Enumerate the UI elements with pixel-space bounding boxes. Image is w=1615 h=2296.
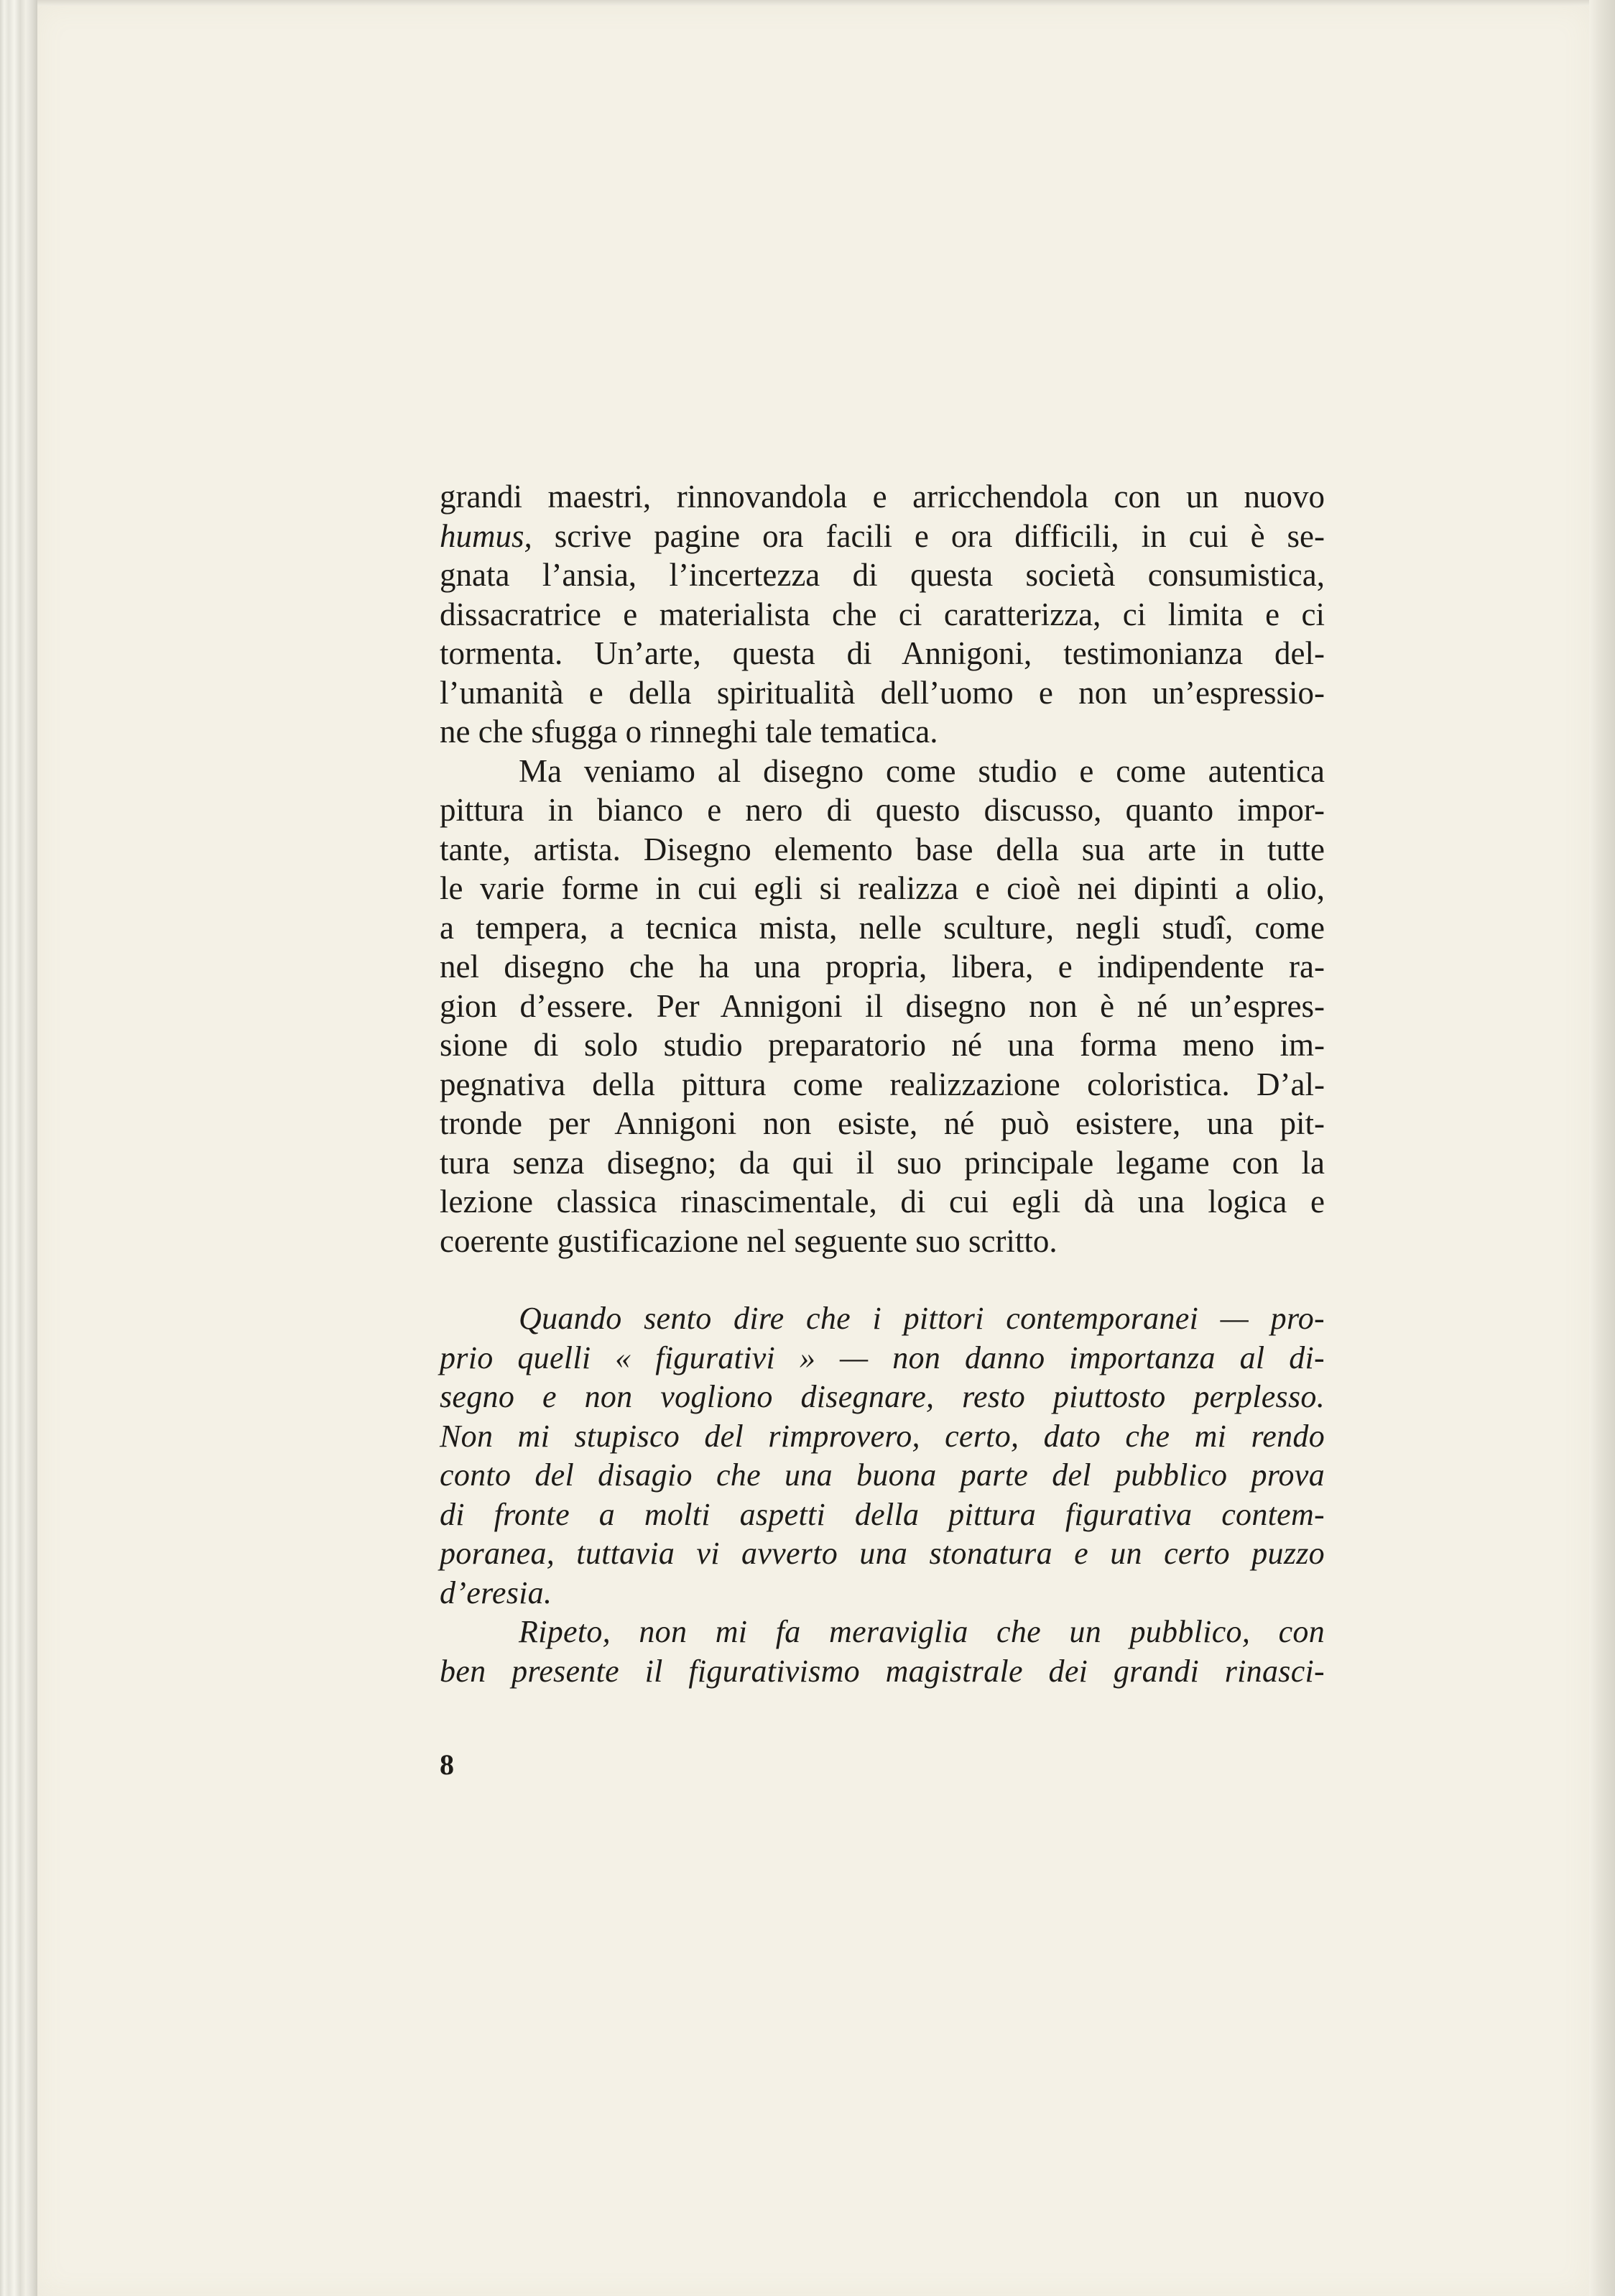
text-line: pittura in bianco e nero di questo discusso, quanto impor-	[440, 792, 1325, 828]
text-line: nel disegno che ha una propria, libera, e indipendente ra-	[440, 949, 1325, 985]
italic-word-humus: humus,	[440, 517, 532, 554]
text-line: grandi maestri, rinnovandola e arricchendola con un nuovo	[440, 479, 1325, 515]
text-line: tronde per Annigoni non esiste, né può esistere, una pit-	[440, 1105, 1325, 1141]
text-line: Quando sento dire che i pittori contemporanei — pro-	[519, 1301, 1325, 1336]
text-line: sione di solo studio preparatorio né una forma meno im-	[440, 1027, 1325, 1063]
text-line: ben presente il figurativismo magistrale dei grandi rinasci-	[440, 1653, 1325, 1689]
stacked-page-edges	[0, 0, 37, 2296]
page-number: 8	[440, 1748, 454, 1781]
text-line: lezione classica rinascimentale, di cui egli dà una logica e	[440, 1184, 1325, 1220]
text-line: d’eresia.	[440, 1575, 552, 1610]
text-line: Ma veniamo al disegno come studio e come autentica	[519, 752, 1325, 789]
text-line: gnata l’ansia, l’incertezza di questa società consumistica,	[440, 557, 1325, 593]
text-line: le varie forme in cui egli si realizza e cioè nei dipinti a olio,	[440, 870, 1325, 906]
page-top-edge	[37, 0, 1615, 6]
text-line: segno e non vogliono disegnare, resto piuttosto perplesso.	[440, 1379, 1325, 1414]
text-line: tura senza disegno; da qui il suo principale legame con la	[440, 1144, 1325, 1181]
text-line: dissacratrice e materialista che ci caratterizza, ci limita e ci	[440, 596, 1325, 632]
text-line: tante, artista. Disegno elemento base della sua arte in tutte	[440, 831, 1325, 867]
quote-paragraph-1	[440, 1299, 1325, 1613]
text-line: Ripeto, non mi fa meraviglia che un pubblico, con	[519, 1614, 1325, 1649]
text-line: di fronte a molti aspetti della pittura figurativa contem-	[440, 1496, 1325, 1532]
page-right-edge	[1589, 0, 1615, 2296]
text-line: tormenta. Un’arte, questa di Annigoni, testimonianza del-	[440, 635, 1325, 671]
paragraph-spacer	[440, 1260, 1325, 1299]
text-line: ne che sfugga o rinneghi tale tematica.	[440, 714, 938, 750]
text-line: Non mi stupisco del rimprovero, certo, dato che mi rendo	[440, 1418, 1325, 1454]
text-line: poranea, tuttavia vi avverto una stonatura e un certo puzzo	[440, 1536, 1325, 1571]
text-line: a tempera, a tecnica mista, nelle sculture, negli studî, come	[440, 909, 1325, 946]
text-line: l’umanità e della spiritualità dell’uomo e non un’espressio-	[440, 674, 1325, 711]
paragraph-2	[440, 752, 1325, 1261]
body-text	[440, 477, 1325, 1691]
text-line: conto del disagio che una buona parte del pubblico prova	[440, 1457, 1325, 1493]
text-line: prio quelli « figurativi » — non danno importanza al di-	[440, 1340, 1325, 1375]
text-line: humus, scrive pagine ora facili e ora difficili, in cui è se-	[440, 517, 1325, 554]
text-line: pegnativa della pittura come realizzazione coloristica. D’al-	[440, 1066, 1325, 1102]
quote-paragraph-2	[440, 1613, 1325, 1691]
text-line: gion d’essere. Per Annigoni il disegno non è né un’espres-	[440, 987, 1325, 1024]
text-line: coerente gustificazione nel seguente suo scritto.	[440, 1222, 1058, 1259]
paragraph-1	[440, 477, 1325, 752]
